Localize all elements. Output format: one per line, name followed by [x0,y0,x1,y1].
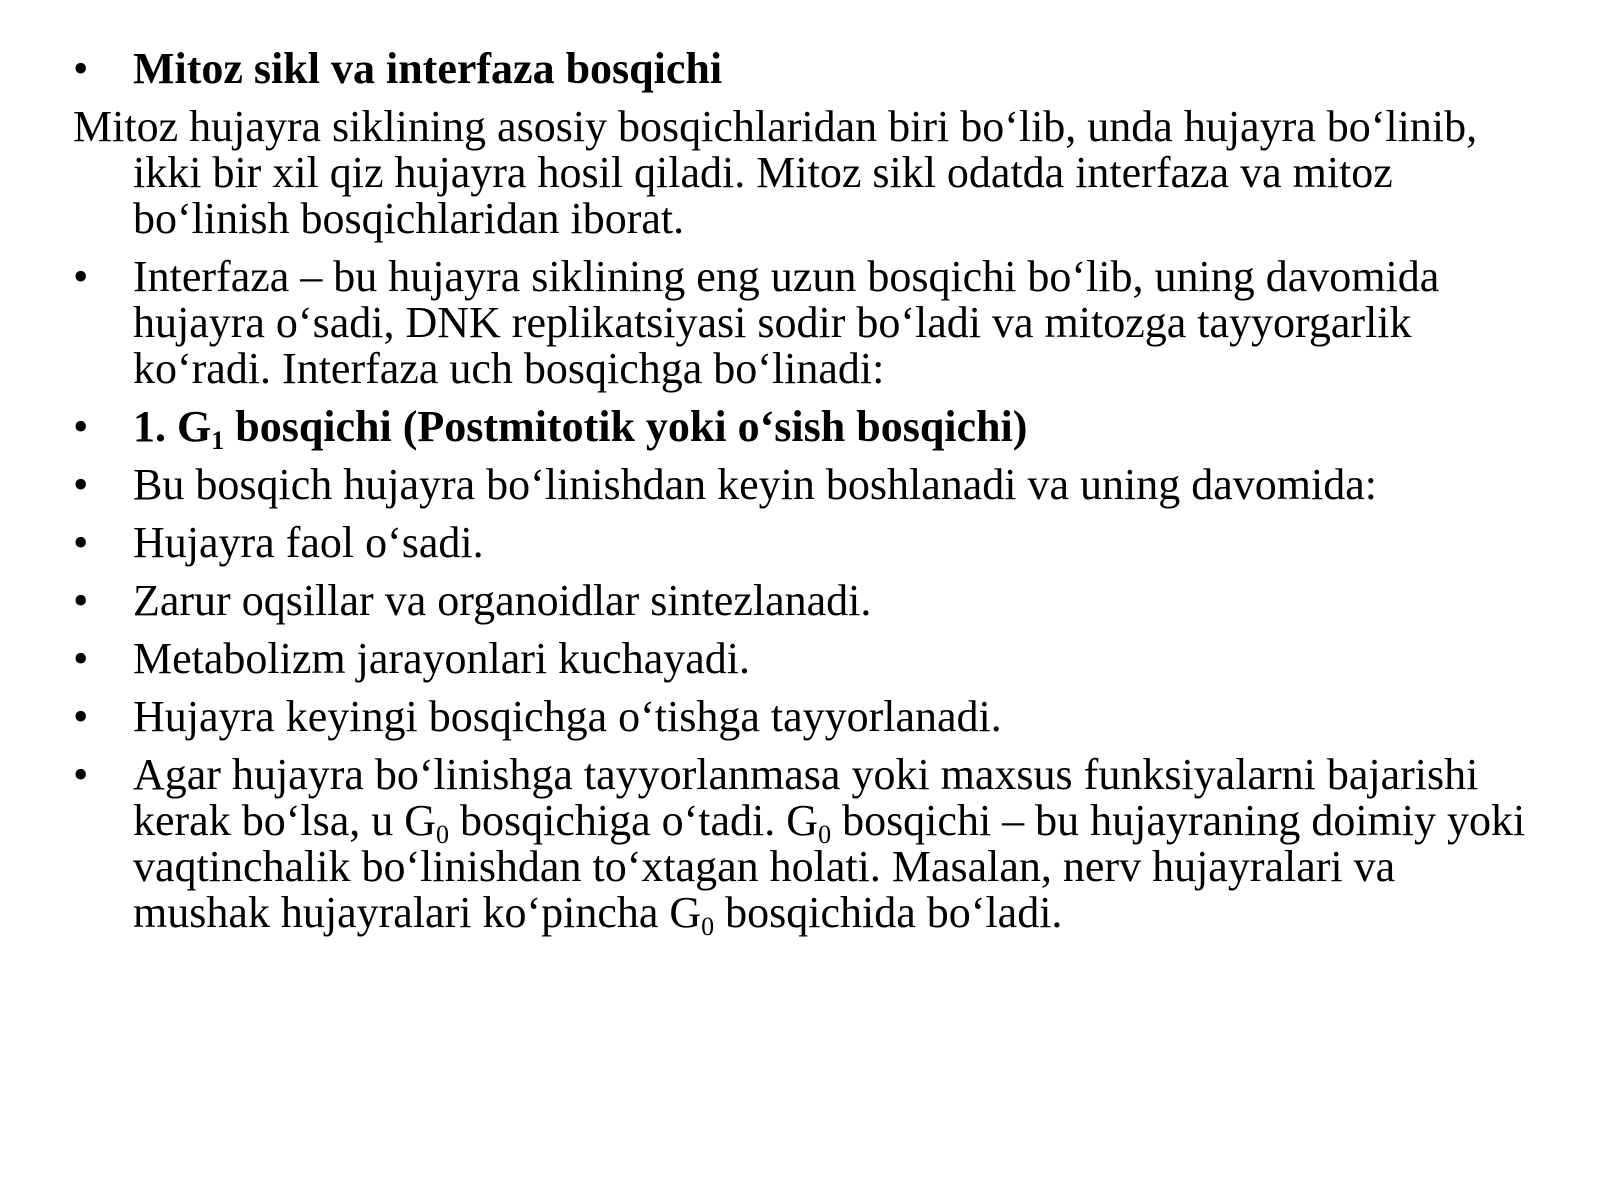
list-item [73,636,1540,682]
bullet: • [73,634,89,683]
bullet: • [73,402,89,451]
list-item-text: Bu bosqich hujayra bo‘linishdan keyin boshlanadi va uning davomida: [133,460,1378,509]
heading-item [73,46,1540,92]
bullet: • [73,576,89,625]
g0-item [73,750,1540,941]
list-item-text: Hujayra faol o‘sadi. [133,518,484,567]
list-item-text: Hujayra keyingi bosqichga o‘tishga tayyorlanadi. [133,692,1002,741]
g1-heading-item [73,402,1540,455]
bullet: • [73,750,89,799]
heading-text: Mitoz sikl va interfaza bosqichi [133,44,723,93]
g0-part4: bosqichida bo‘ladi. [714,888,1063,937]
g1-heading-text [133,402,1028,455]
g0-subscript-3: 0 [701,912,715,941]
intro-paragraph: Mitoz hujayra siklining asosiy bosqichlaridan biri bo‘lib, unda hujayra bo‘linib, ikki bir xil qiz hujayra hosil qiladi. Mitoz sikl odatda interfaza va mitoz bo‘linish bosqichlaridan iborat. [73,102,1478,243]
interfaza-item [73,254,1540,392]
g1-suffix: bosqichi (Postmitotik yoki o‘sish bosqichi) [224,402,1028,451]
list-item [73,520,1540,566]
bullet: • [73,252,89,301]
g1-prefix: 1. G [133,402,212,451]
bullet: • [73,44,89,93]
list-item-text: Zarur oqsillar va organoidlar sintezlanadi. [133,576,872,625]
g0-part3: bosqichi – bu hujayraning doimiy yoki vaqtinchalik bo‘linishdan to‘xtagan holati. Masalan, nerv hujayralari va mushak hujayralari ko‘pincha G [133,796,1526,937]
list-item [73,694,1540,740]
list-item [73,578,1540,624]
bullet: • [73,692,89,741]
g0-part1: Agar hujayra bo‘linishga tayyorlanmasa yoki maxsus funksiyalarni bajarishi kerak bo‘lsa, u G [133,750,1479,845]
bullet: • [73,518,89,567]
list-item-text: Metabolizm jarayonlari kuchayadi. [133,634,750,683]
interfaza-text: Interfaza – bu hujayra siklining eng uzun bosqichi bo‘lib, uning davomida hujayra o‘sadi, DNK replikatsiyasi sodir bo‘ladi va mitozga tayyorgarlik ko‘radi. Interfaza uch bosqichga bo‘linadi: [133,252,1440,393]
g0-subscript-1: 0 [436,820,450,849]
list-item [73,462,1540,508]
bullet: • [73,460,89,509]
g1-subscript: 1 [211,426,225,455]
g0-part2: bosqichiga o‘tadi. G [449,796,819,845]
g0-text [133,750,1526,941]
g0-subscript-2: 0 [818,820,832,849]
